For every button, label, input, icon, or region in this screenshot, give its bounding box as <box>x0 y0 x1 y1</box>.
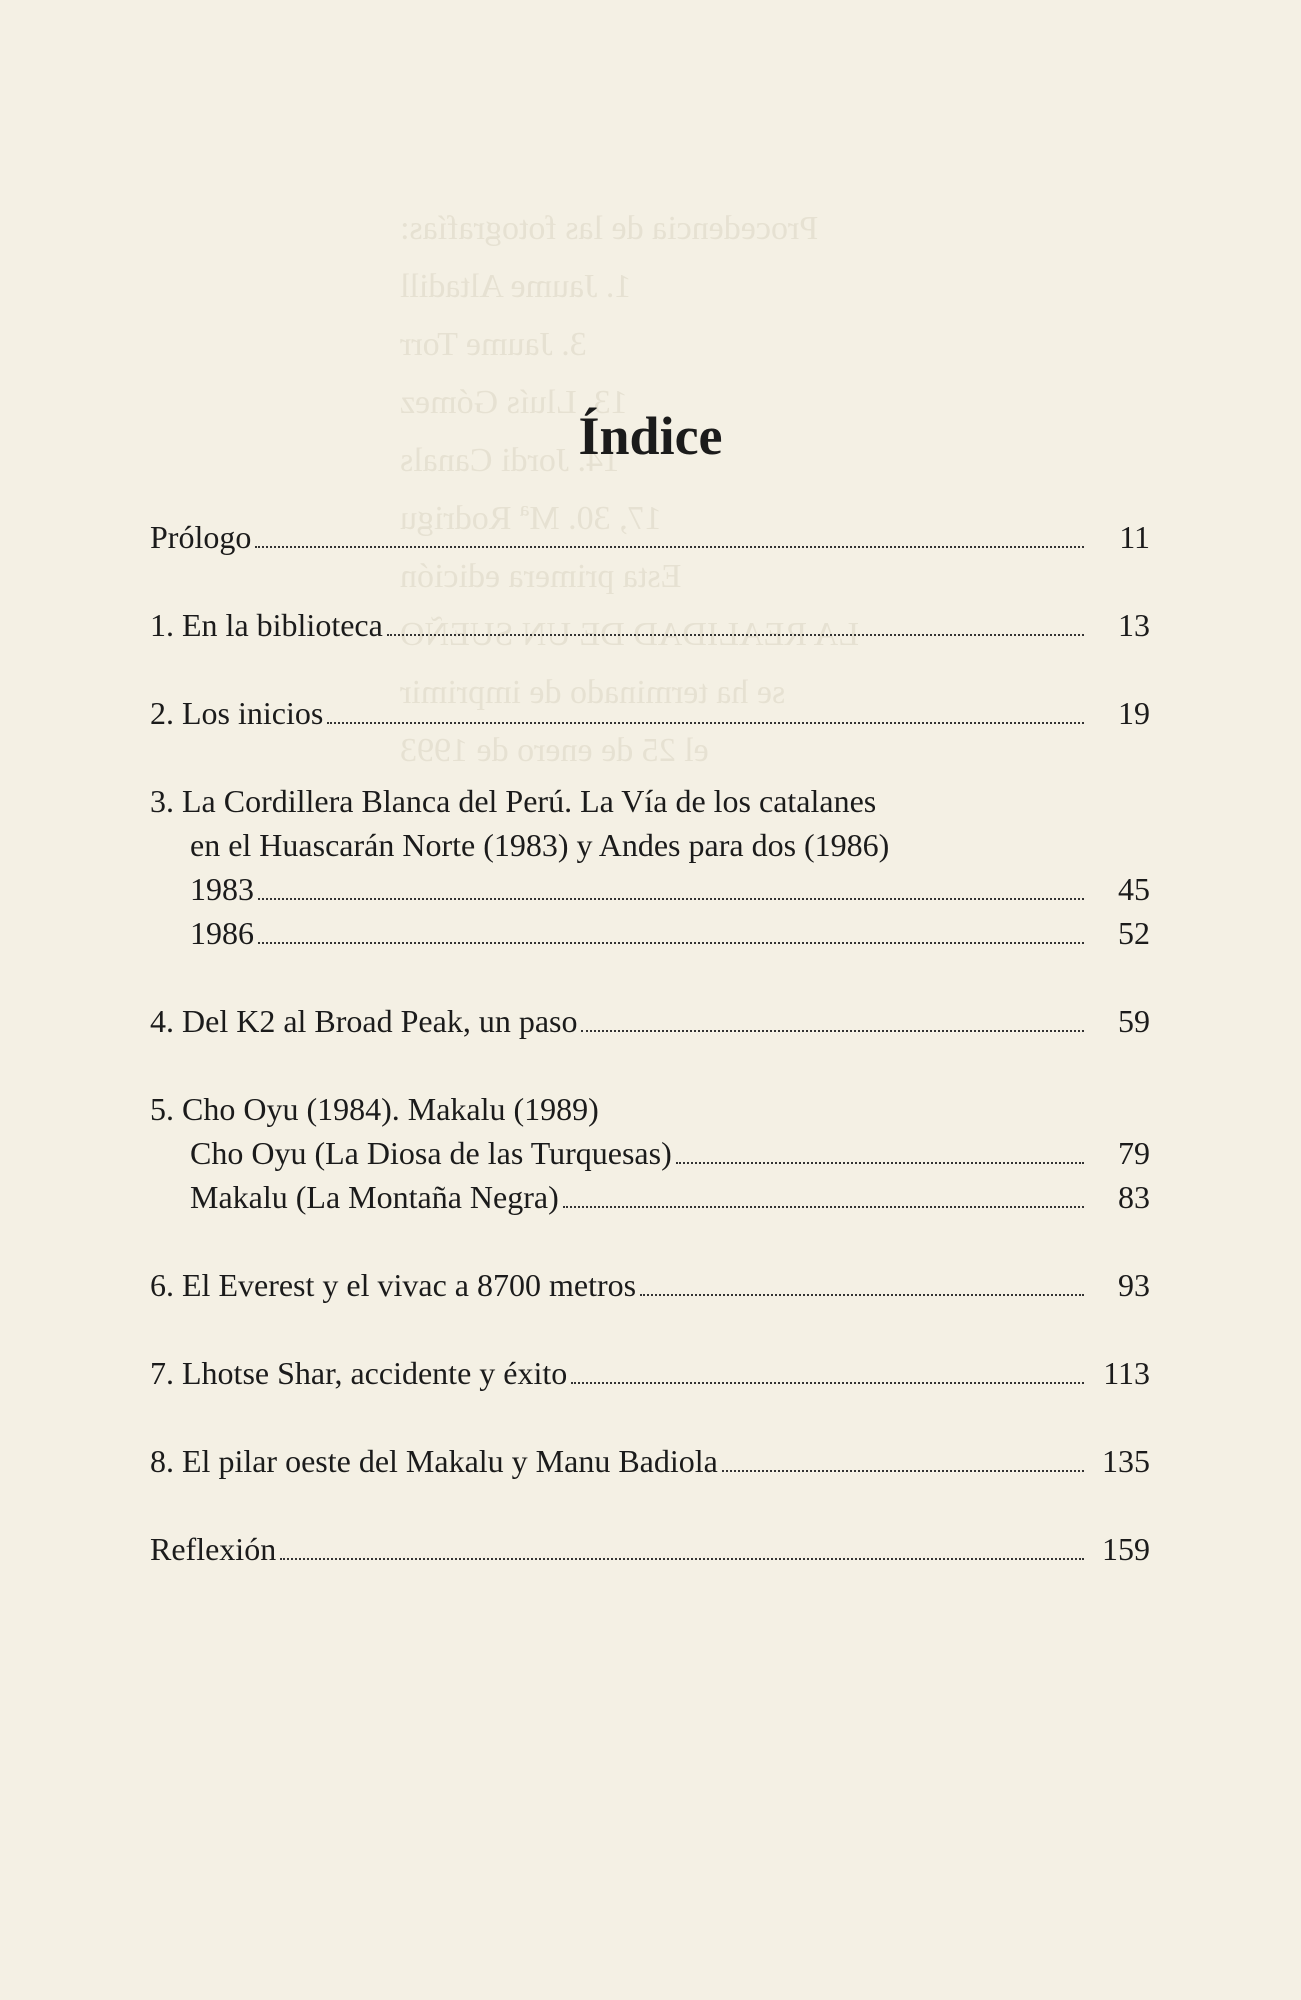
toc-label: 4. Del K2 al Broad Peak, un paso <box>150 1003 578 1039</box>
dot-leader <box>387 633 1084 636</box>
dot-leader <box>258 941 1084 944</box>
ghost-line: LA REALIDAD DE UN SUEÑO <box>400 616 859 653</box>
toc-entry-chapter-6 <box>150 1263 1150 1307</box>
toc-label: Makalu (La Montaña Negra) <box>190 1179 559 1215</box>
page-title: Índice <box>578 406 723 466</box>
dot-leader <box>581 1029 1084 1032</box>
toc-entry-chapter-8 <box>150 1439 1150 1483</box>
toc-label: 8. El pilar oeste del Makalu y Manu Badiola <box>150 1443 718 1479</box>
dot-leader <box>255 545 1084 548</box>
dot-leader <box>258 897 1084 900</box>
ghost-line: 17, 30. Mª Rodrigu <box>400 500 662 537</box>
dot-leader <box>640 1293 1084 1296</box>
dot-leader <box>571 1381 1084 1384</box>
toc-page-number: 93 <box>1118 1267 1150 1303</box>
toc-entry-chapter-2 <box>150 691 1150 735</box>
toc-entry-chapter-4 <box>150 999 1150 1043</box>
ghost-line: 13. Lluís Gómez <box>400 384 628 421</box>
toc-chapter-3-title-line-2: en el Huascarán Norte (1983) y Andes para dos (1986) <box>190 827 890 863</box>
dot-leader <box>280 1557 1084 1560</box>
toc-entry-prologo <box>150 515 1150 559</box>
ghost-line: se ha terminado de imprimir <box>400 674 786 711</box>
toc-label: Prólogo <box>150 519 252 555</box>
toc-label: 1983 <box>190 871 254 907</box>
toc-label: 1. En la biblioteca <box>150 607 383 643</box>
dot-leader <box>327 721 1084 724</box>
toc-subentry-cho-oyu <box>150 1131 1150 1175</box>
toc-label: 6. El Everest y el vivac a 8700 metros <box>150 1267 637 1303</box>
ghost-line: Procedencia de las fotografías: <box>400 210 819 247</box>
toc-page-number: 19 <box>1118 695 1150 731</box>
ghost-line: 3. Jaume Torr <box>400 326 587 363</box>
toc-subentry-makalu <box>150 1175 1150 1219</box>
toc-page-number: 79 <box>1118 1135 1150 1171</box>
ghost-line: Esta primera edición <box>400 558 682 595</box>
dot-leader <box>563 1205 1084 1208</box>
toc-label: Reflexión <box>150 1531 277 1567</box>
toc-page-number: 113 <box>1103 1355 1150 1391</box>
toc-entry-chapter-1 <box>150 603 1150 647</box>
toc-subentry-1986 <box>150 911 1150 955</box>
toc-label: 1986 <box>190 915 254 951</box>
toc-page-number: 83 <box>1118 1179 1150 1215</box>
toc-subentry-1983 <box>150 867 1150 911</box>
dot-leader <box>722 1469 1084 1472</box>
toc-label: 7. Lhotse Shar, accidente y éxito <box>150 1355 568 1391</box>
ghost-line: 14. Jordi Canals <box>400 442 621 479</box>
toc-page-number: 11 <box>1119 519 1150 555</box>
toc-entry-reflexion <box>150 1527 1150 1571</box>
toc-entry-chapter-7 <box>150 1351 1150 1395</box>
toc-page-number: 159 <box>1102 1531 1150 1567</box>
dot-leader <box>676 1161 1084 1164</box>
toc-chapter-3-title-line-1: 3. La Cordillera Blanca del Perú. La Vía de los catalanes <box>150 783 877 819</box>
toc-label: 2. Los inicios <box>150 695 324 731</box>
toc-page-number: 52 <box>1118 915 1150 951</box>
toc-label: Cho Oyu (La Diosa de las Turquesas) <box>190 1135 672 1171</box>
toc-page-number: 59 <box>1118 1003 1150 1039</box>
toc-page-number: 135 <box>1102 1443 1150 1479</box>
ghost-line: 1. Jaume Altadill <box>400 268 632 305</box>
toc-page-number: 45 <box>1118 871 1150 907</box>
toc-page-number: 13 <box>1118 607 1150 643</box>
ghost-line: el 25 de enero de 1993 <box>400 732 709 769</box>
toc-chapter-5-title: 5. Cho Oyu (1984). Makalu (1989) <box>150 1091 599 1127</box>
